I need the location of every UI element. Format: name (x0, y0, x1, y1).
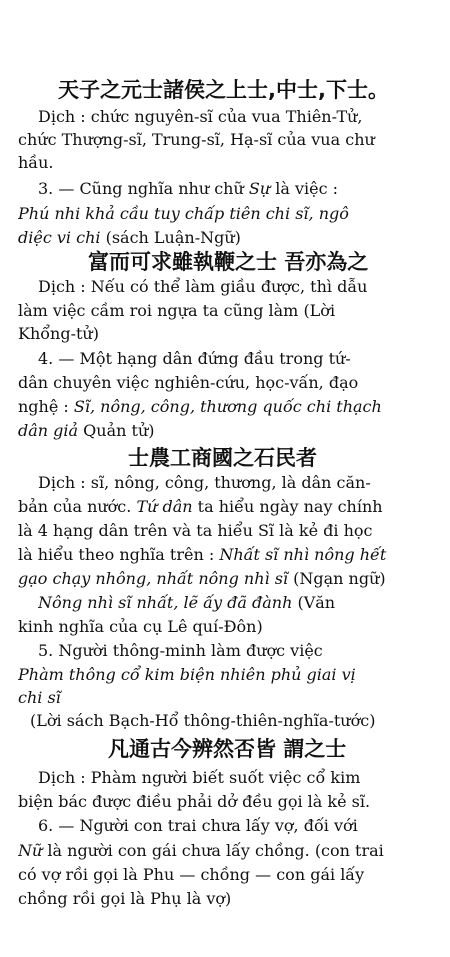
italic-line: Phú nhi khả cầu tuy chấp tiên chi sĩ, ngô (18, 204, 349, 223)
text-line: (Lời sách Bạch-Hổ thông-thiên-nghĩa-tước) (30, 711, 376, 730)
text-line: dân chuyên việc nghiên-cứu, học-vấn, đạo (18, 373, 359, 392)
italic-span: Sĩ, nông, công, thương quốc chi thạch (73, 397, 382, 416)
text-span: là hiểu theo nghĩa trên : (18, 545, 220, 564)
text-span: (Ngạn ngữ) (288, 569, 386, 588)
text-line: làm việc cầm roi ngựa ta cũng làm (Lời (18, 301, 336, 320)
italic-span: diệc vi chi (18, 228, 101, 247)
text-line: Dịch : Nếu có thể làm giầu được, thì dẫu (38, 277, 368, 296)
text-line (18, 494, 450, 520)
text-line (18, 542, 450, 568)
text-span: bản của nước. (18, 497, 137, 516)
text-line (18, 418, 450, 444)
text-line (18, 838, 450, 864)
italic-line: Phàm thông cổ kim biện nhiên phủ giai vị (18, 665, 356, 684)
text-line (38, 590, 450, 616)
text-line: 5. Người thông-minh làm được việc (38, 641, 323, 660)
text-span: là việc : (270, 179, 339, 198)
text-line: chức Thượng-sĩ, Trung-sĩ, Hạ-sĩ của vua chư (18, 130, 375, 149)
text-span: là người con gái chưa lấy chồng. (con trai (42, 841, 384, 860)
text-line (38, 176, 450, 202)
italic-line: chi sĩ (18, 688, 61, 707)
chinese-quote: 天子之元士諸侯之上士,中士,下士。 (58, 78, 389, 102)
italic-span: Nữ (18, 841, 43, 860)
italic-span: Tứ dân (136, 497, 193, 516)
text-span: ta hiểu ngày nay chính (192, 497, 383, 516)
text-line (18, 225, 450, 251)
text-span: 3. — Cũng nghĩa như chữ (38, 179, 249, 198)
italic-span: Nông nhì sĩ nhất, lẽ ấy đã đành (38, 593, 293, 612)
text-span: (Văn (292, 593, 336, 612)
text-span: nghệ : (18, 397, 74, 416)
italic-span: Sự (248, 179, 271, 198)
chinese-quote: 士農工商國之石民者 (128, 446, 317, 470)
italic-span: gạo chạy nhông, nhất nông nhì sĩ (18, 569, 289, 588)
text-line: 4. — Một hạng dân đứng đầu trong tứ- (38, 349, 351, 368)
text-line (18, 566, 450, 592)
text-line: hầu. (18, 153, 54, 172)
text-line: Dịch : Phàm người biết suốt việc cổ kim (38, 768, 361, 787)
chinese-quote: 凡通古今辨然否皆 謂之士 (108, 737, 347, 761)
text-line: Dịch : sĩ, nông, công, thương, là dân căn- (38, 473, 371, 492)
text-line: Khổng-tử) (18, 324, 99, 343)
text-line: 6. — Người con trai chưa lấy vợ, đối với (38, 816, 358, 835)
text-span: Quản tử) (78, 421, 155, 440)
text-line: Dịch : chức nguyên-sĩ của vua Thiên-Tử, (38, 107, 363, 126)
text-line: chồng rồi gọi là Phụ là vợ) (18, 889, 232, 908)
text-line: biện bác được điều phải dở đều gọi là kẻ sĩ. (18, 792, 371, 811)
chinese-quote: 富而可求雖執鞭之士 吾亦為之 (88, 250, 369, 274)
italic-span: Nhất sĩ nhì nông hết (219, 545, 387, 564)
text-line: kinh nghĩa của cụ Lê quí-Đôn) (18, 617, 263, 636)
text-span: (sách Luận-Ngữ) (100, 228, 241, 247)
italic-span: dân giả (18, 421, 79, 440)
text-line (18, 394, 450, 420)
text-line: có vợ rồi gọi là Phu — chồng — con gái lấy (18, 865, 365, 884)
text-line: là 4 hạng dân trên và ta hiểu Sĩ là kẻ đi học (18, 521, 373, 540)
